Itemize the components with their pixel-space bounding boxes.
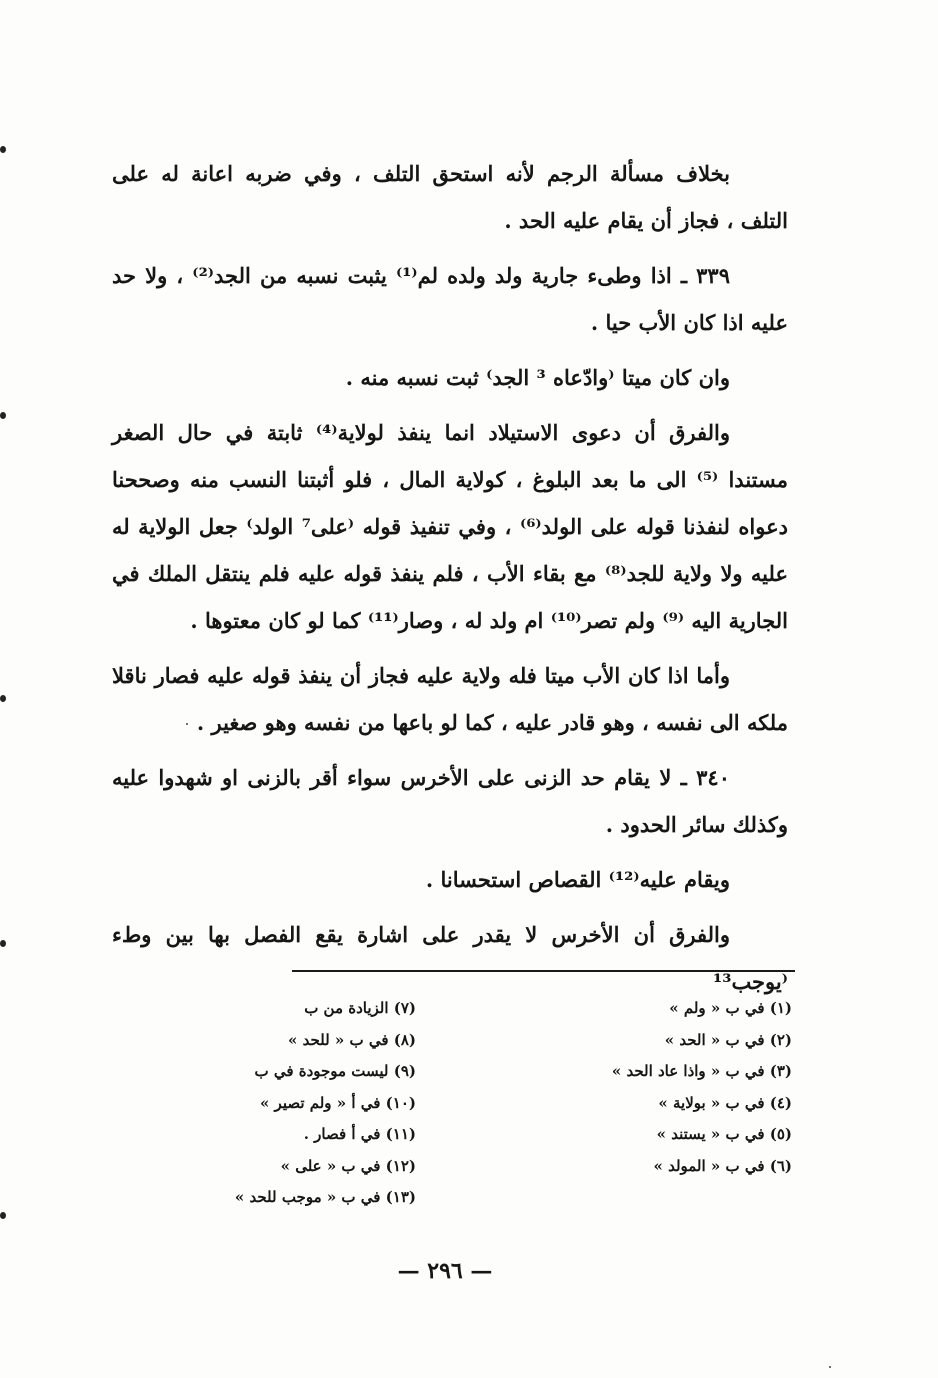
footnote: (١) في ب « ولم »	[669, 999, 792, 1017]
paragraph: ٣٣٩ ـ اذا وطىء جارية ولد ولده لم⁽¹⁾ يثبت نسبه من الجد⁽²⁾ ، ولا حد عليه اذا كان الأب حيا .	[112, 263, 788, 335]
scan-edge-mark	[0, 695, 6, 702]
footnote: (٢) في ب « الحد »	[664, 1030, 792, 1049]
footnote: (٨) في ب « للحد »	[287, 1030, 416, 1049]
footnote: (٥) في ب « يستند »	[656, 1125, 792, 1143]
footnotes-left-column	[180, 993, 416, 1214]
main-text	[112, 150, 788, 1013]
footnote: (٩) ليست موجودة في ب	[254, 1062, 416, 1080]
footnote: (١٢) في ب « على »	[280, 1156, 416, 1175]
paragraph: والفرق أن دعوى الاستيلاد انما ينفذ لولاية⁽⁴⁾ ثابتة في حال الصغر مستندا ⁽⁵⁾ الى ما بعد البلوغ ، كولاية المال ، فلو أثبتنا النسب منه وصححنا دعواه لنفذنا قوله على الولد⁽⁶⁾ ، وفي تنفيذ قوله ⁽على⁷ الولد⁾ جعل الولاية له عليه ولا ولاية للجد⁽⁸⁾ مع بقاء الأب ، فلم ينفذ قوله عليه فلم ينتقل الملك في الجارية اليه ⁽⁹⁾ ولم تصر⁽¹⁰⁾ ام ولد له ، وصار⁽¹¹⁾ كما لو كان معتوها .	[112, 420, 788, 633]
paragraph: ٣٤٠ ـ لا يقام حد الزنى على الأخرس سواء أقر بالزنى او شهدوا عليه وكذلك سائر الحدود .	[112, 765, 788, 837]
paragraph: وأما اذا كان الأب ميتا فله ولاية عليه فجاز أن ينفذ قوله عليه فصار ناقلا ملكه الى نفسه ، وهو قادر عليه ، كما لو باعها من نفسه وهو صغير .	[112, 663, 788, 735]
footnote: (٣) في ب « واذا عاد الحد »	[611, 1062, 792, 1080]
paragraph: والفرق أن الأخرس لا يقدر على اشارة يقع الفصل بها بين وطء ⁽يوجب¹³	[112, 922, 788, 994]
footnote: (٤) في ب « بولاية »	[658, 1093, 792, 1112]
scan-edge-mark	[0, 940, 6, 947]
footnote: (٧) الزيادة من ب	[304, 999, 416, 1017]
scan-edge-mark	[0, 1212, 6, 1219]
footnotes-right-column	[520, 993, 792, 1182]
footnote: (١١) في أ فصار .	[303, 1125, 416, 1143]
footnote: (١٣) في ب « موجب للحد »	[234, 1188, 416, 1206]
paragraph: وان كان ميتا ⁽وادّعاه ³ الجد⁾ ثبت نسبه منه .	[345, 365, 730, 390]
paragraph: بخلاف مسألة الرجم لأنه استحق التلف ، وفي ضربه اعانة له على التلف ، فجاز أن يقام عليه الحد .	[112, 161, 788, 233]
scan-edge-mark	[0, 412, 6, 419]
footnote: (٦) في ب « المولد »	[653, 1156, 792, 1175]
page-number: — ٢٩٦ —	[397, 1258, 493, 1284]
paragraph: ويقام عليه⁽¹²⁾ القصاص استحسانا .	[425, 867, 730, 892]
scan-speck	[829, 1366, 831, 1368]
scan-speck	[186, 723, 188, 725]
scan-edge-mark	[0, 146, 6, 153]
footnote: (١٠) في أ « ولم تصير »	[259, 1093, 416, 1112]
footnote-divider	[292, 970, 795, 972]
